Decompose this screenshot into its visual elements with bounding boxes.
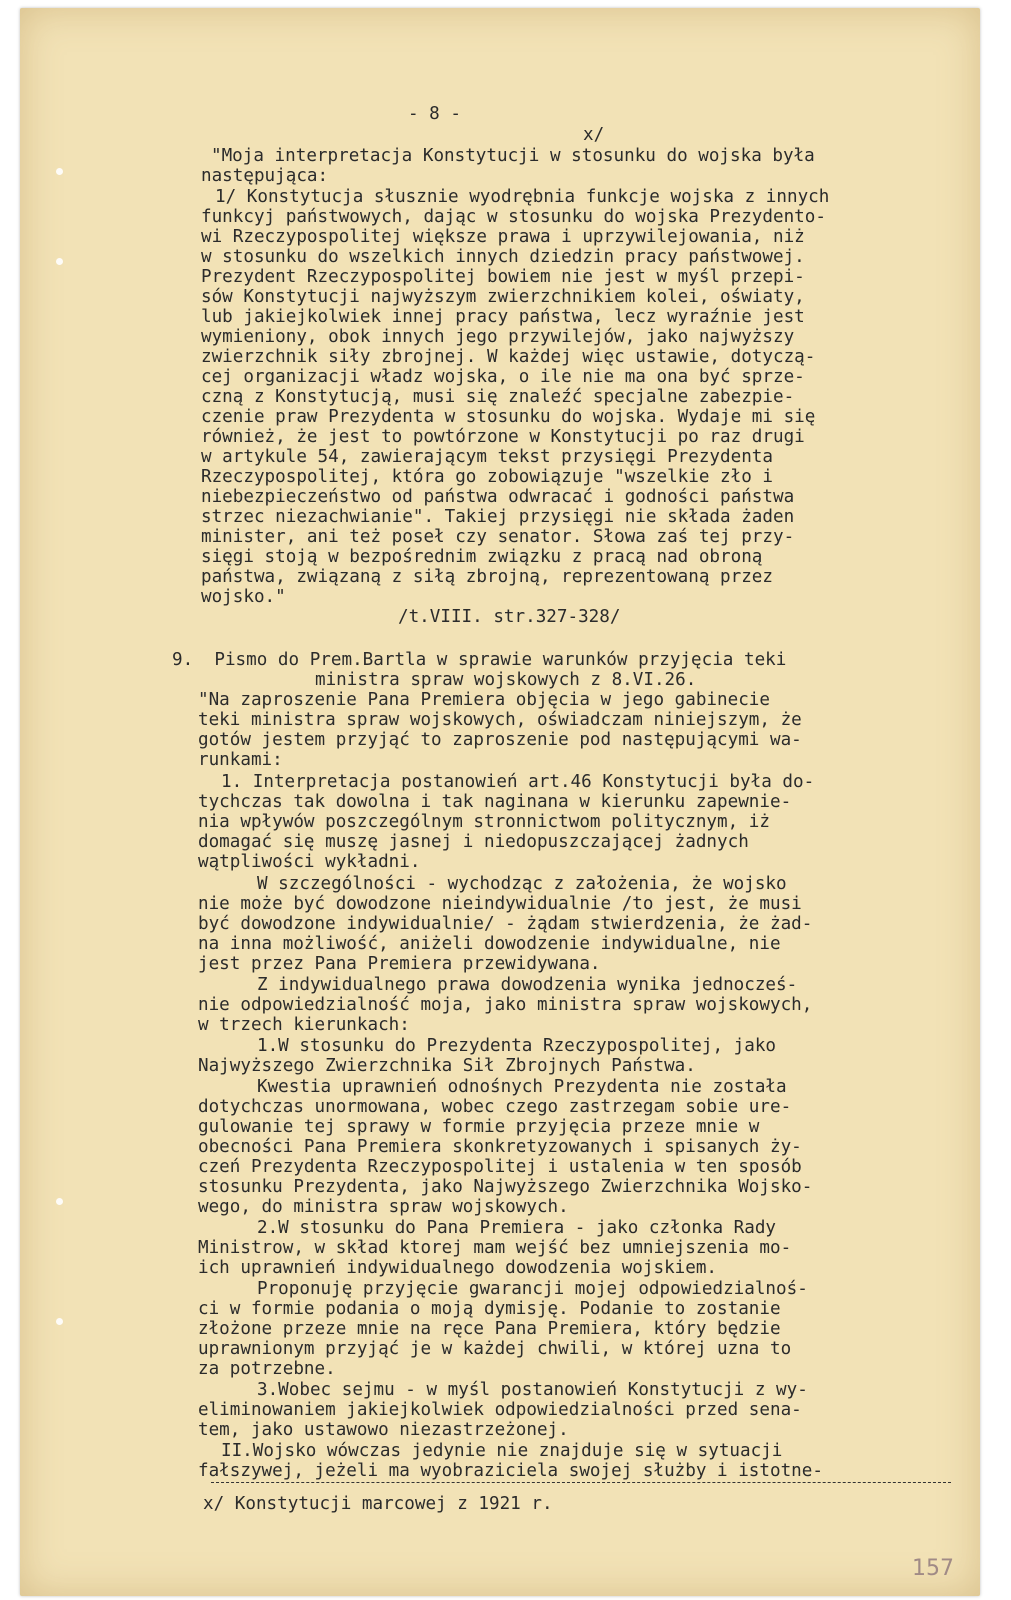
text-line: strzec niezachwianie". Takiej przysięgi nie składa żaden [201, 507, 795, 527]
text-line: 1/ Konstytucja słusznie wyodrębnia funkcje wojska z innych [215, 187, 830, 207]
citation: /t.VIII. str.327-328/ [398, 607, 621, 627]
text-line: gotów jestem przyjąć to zaproszenie pod następującymi wa- [198, 730, 802, 750]
text-line: sięgi stoją w bezpośrednim związku z pracą nad obroną [201, 547, 763, 567]
text-line: czeń Prezydenta Rzeczypospolitej i ustalenia w ten sposób [198, 1157, 802, 1177]
text-line: ci w formie podania o moją dymisję. Podanie to zostanie [198, 1299, 781, 1319]
text-line: wego, do ministra spraw wojskowych. [198, 1197, 569, 1217]
text-line: być dowodzone indywidualnie/ - żądam stwierdzenia, że żad- [198, 914, 813, 934]
text-line: również, że jest to powtórzone w Konstytucji po raz drugi [201, 427, 805, 447]
text-line: Ministrow, w skład ktorej mam wejść bez umniejszenia mo- [198, 1238, 792, 1258]
text-line: sów Konstytucji najwyższym zwierzchnikiem kolei, oświaty, [201, 287, 805, 307]
text-line: fałszywej, jeżeli ma wyobraziciela swojej służby i istotne- [198, 1461, 823, 1481]
text-line: minister, ani też poseł czy senator. Słowa zaś tej przy- [201, 527, 795, 547]
text-line: lub jakiejkolwiek innej pracy państwa, lecz wyraźnie jest [201, 307, 805, 327]
text-line: Z indywidualnego prawa dowodzenia wynika jednocześ- [257, 975, 798, 995]
text-line: w trzech kierunkach: [198, 1015, 410, 1035]
page-number: - 8 - [408, 104, 461, 124]
text-line: wojsko." [201, 587, 286, 607]
section-heading: ministra spraw wojskowych z 8.VI.26. [315, 670, 697, 690]
text-line: 1.W stosunku do Prezydenta Rzeczypospolitej, jako [257, 1036, 777, 1056]
text-line: za potrzebne. [198, 1359, 336, 1379]
text-line: eliminowaniem jakiejkolwiek odpowiedzialności przed sena- [198, 1400, 802, 1420]
text-line: Prezydent Rzeczypospolitej bowiem nie jest w myśl przepi- [201, 267, 805, 287]
punch-hole-icon [56, 168, 63, 175]
footnote-divider [211, 1482, 951, 1483]
text-line: 3.Wobec sejmu - w myśl postanowień Konstytucji z wy- [257, 1380, 808, 1400]
text-line: tychczas tak dowolna i tak naginana w kierunku zapewnie- [198, 792, 792, 812]
text-line: wątpliwości wykładni. [198, 852, 421, 872]
text-line: Proponuję przyjęcie gwarancji mojej odpowiedzialnoś- [257, 1279, 808, 1299]
text-line: tem, jako ustawowo niezastrzeżonej. [198, 1420, 569, 1440]
text-line: jest przez Pana Premiera przewidywana. [198, 954, 601, 974]
punch-hole-icon [56, 1198, 63, 1205]
text-line: obecności Pana Premiera skonkretyzowanych i spisanych ży- [198, 1137, 802, 1157]
text-line: zwierzchnik siły zbrojnej. W każdej więc ustawie, dotyczą- [201, 347, 816, 367]
punch-hole-icon [56, 258, 63, 265]
text-line: nie odpowiedzialność moja, jako ministra spraw wojskowych, [198, 995, 813, 1015]
text-line: Rzeczypospolitej, która go zobowiązuje "wszelkie zło i [201, 467, 773, 487]
footnote-marker: x/ [583, 125, 605, 145]
text-line: wymieniony, obok innych jego przywilejów, jako najwyższy [201, 327, 795, 347]
text-line: w stosunku do wszelkich innych dziedzin pracy państwowej. [201, 247, 805, 267]
text-line: złożone przeze mnie na ręce Pana Premiera, który będzie [198, 1319, 781, 1339]
text-line: niebezpieczeństwo od państwa odwracać i godności państwa [201, 487, 795, 507]
text-line: "Na zaproszenie Pana Premiera objęcia w jego gabinecie [198, 690, 770, 710]
text-line: następująca: [201, 166, 329, 186]
text-line: domagać się muszę jasnej i niedopuszczającej żadnych [198, 832, 749, 852]
text-line: teki ministra spraw wojskowych, oświadczam niniejszym, że [198, 710, 802, 730]
text-line: czną z Konstytucją, musi się znaleźć specjalne zabezpie- [201, 387, 795, 407]
text-line: na inna możliwość, aniżeli dowodzenie indywidualne, nie [198, 934, 781, 954]
text-line: cej organizacji władz wojska, o ile nie ma ona być sprze- [201, 367, 805, 387]
text-line: "Moja interpretacja Konstytucji w stosunku do wojska była [211, 146, 815, 166]
text-line: w artykule 54, zawierającym tekst przysięgi Prezydenta [201, 447, 773, 467]
text-line: runkami: [198, 750, 283, 770]
text-line: wi Rzeczypospolitej większe prawa i uprzywilejowania, niż [201, 227, 805, 247]
text-line: gulowanie tej sprawy w formie przyjęcia przeze mnie w [198, 1117, 760, 1137]
text-line: dotychczas unormowana, wobec czego zastrzegam sobie ure- [198, 1097, 792, 1117]
text-line: ich uprawnień indywidualnego dowodzenia wojskiem. [198, 1258, 718, 1278]
text-line: państwa, związaną z siłą zbrojną, reprezentowaną przez [201, 567, 773, 587]
text-line: nie może być dowodzone nieindywidualnie /to jest, że musi [198, 894, 802, 914]
text-line: 1. Interpretacja postanowień art.46 Konstytucji była do- [221, 772, 815, 792]
punch-hole-icon [56, 1318, 63, 1325]
text-line: nia wpływów poszczególnym stronnictwom politycznym, iż [198, 812, 770, 832]
text-line: Najwyższego Zwierzchnika Sił Zbrojnych Państwa. [198, 1056, 696, 1076]
text-line: 2.W stosunku do Pana Premiera - jako członka Rady [257, 1218, 777, 1238]
text-line: czenie praw Prezydenta w stosunku do wojska. Wydaje mi się [201, 407, 816, 427]
text-line: II.Wojsko wówczas jedynie nie znajduje się w sytuacji [221, 1441, 783, 1461]
text-line: uprawnionym przyjąć je w każdej chwili, w której uzna to [198, 1339, 792, 1359]
text-line: stosunku Prezydenta, jako Najwyższego Zwierzchnika Wojsko- [198, 1177, 813, 1197]
footnote: x/ Konstytucji marcowej z 1921 r. [203, 1494, 553, 1514]
section-heading: 9. Pismo do Prem.Bartla w sprawie warunków przyjęcia teki [172, 650, 787, 670]
text-line: Kwestia uprawnień odnośnych Prezydenta nie została [257, 1077, 787, 1097]
text-line: funkcyj państwowych, dając w stosunku do wojska Prezydento- [201, 207, 826, 227]
archive-page-number: 157 [912, 1556, 954, 1581]
text-line: W szczególności - wychodząc z założenia, że wojsko [257, 874, 787, 894]
